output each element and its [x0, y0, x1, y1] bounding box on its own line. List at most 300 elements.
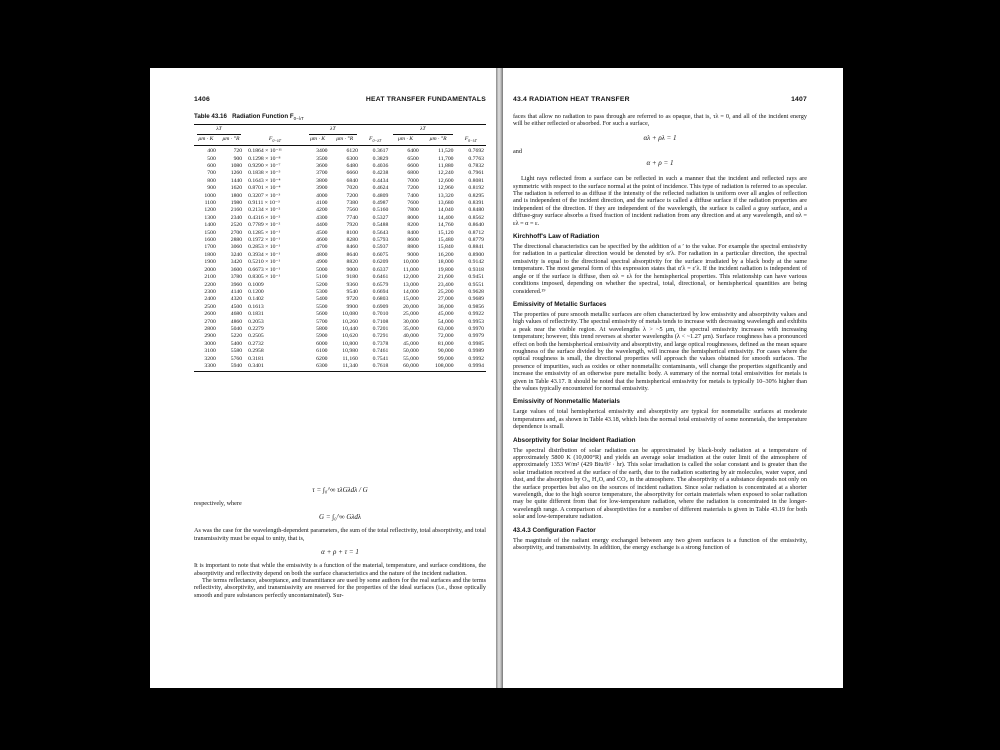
equation-sum-unity: α + ρ + τ = 1 [321, 548, 359, 557]
table-cell: 25,200 [437, 288, 454, 295]
table-cell: 3200 [204, 355, 216, 362]
table-cell: 60,000 [390, 363, 420, 372]
table-cell: 0.6337 [372, 266, 389, 273]
table-row [194, 341, 486, 348]
table-cell: 0.1285 × 10⁻¹ [248, 229, 281, 236]
table-cell: 4900 [316, 259, 328, 266]
table-cell: 8600 [407, 237, 419, 244]
table-row [194, 170, 486, 177]
table-cell: 0.3829 [372, 155, 389, 162]
table-cell: 3000 [204, 340, 216, 347]
table-cell: 0.9970 [468, 325, 484, 332]
table-cell: 2500 [204, 303, 216, 310]
table-cell: 1700 [204, 244, 216, 251]
table-cell: 0.1009 [248, 281, 264, 288]
table-cell: 2800 [204, 325, 216, 332]
table-row [194, 304, 486, 311]
table-row [194, 252, 486, 259]
table-cell: 10,000 [403, 259, 419, 266]
table-cell: 0.1831 [248, 311, 264, 318]
table-cell: 1800 [230, 192, 243, 199]
table-row [194, 237, 486, 244]
table-row [194, 267, 486, 274]
table-cell: 1400 [204, 222, 216, 229]
table-cell: 0.1402 [248, 296, 264, 303]
table-row [194, 230, 486, 237]
table-cell: 0.9992 [468, 355, 484, 362]
paragraph-metallic: The properties of pure smooth metallic surfaces are often characterized by low emissivity and absorptivity values and high values of reflectivity. The spectral emissivity of metals tends to increase with decreasing wavelength and exhibits a peak near the visible region. At wavelengths λ > ~5 μm, the spectral emissivity increases with increasing temperature; however, this trend reverses at shorter wavelengths (λ < ~1.27 μm). Surface roughness has a pronounced effect on both the hemispherical emissivity and absorptivity, and large optical roughnesses, defined as the mean square roughness of the surface divided by the wavelength, will increase the hemispherical emissivity. For cases where the optical roughness is small, the directional properties will approach the values obtained for smooth surfaces. The presence of impurities, such as oxides or other nonmetallic contaminants, will change the properties significantly and increase the emissivity of an otherwise pure metallic body. A summary of the normal total emissivities for metals is given in Table 43.17. It should be noted that the hemispherical emissivity for metals is typically 10–30% higher than the values typically encountered for normal emissivity. [513, 310, 807, 392]
table-cell: 2900 [204, 333, 216, 340]
table-cell: 0.7832 [468, 163, 484, 169]
table-cell: 3400 [316, 148, 328, 155]
table-cell: 3780 [230, 274, 243, 281]
table-cell: 0.8562 [468, 214, 484, 221]
table-row [194, 356, 486, 363]
table-cell: 7560 [346, 207, 358, 214]
paragraph-opaque: faces that allow no radiation to pass through are referred to as opaque, that is, τλ = 0, and all of the incident energy will be either reflected or absorbed. For such a surface, [513, 113, 807, 128]
table-cell: 3900 [316, 185, 328, 192]
table-cell: 6300 [306, 363, 330, 372]
table-cell: 1800 [204, 251, 216, 258]
table-cell: 0.8081 [468, 177, 484, 184]
table-cell: 6100 [316, 348, 328, 355]
table-cell: 15,840 [437, 244, 454, 251]
table-cell: 3960 [230, 281, 243, 288]
table-cell: 2300 [204, 288, 216, 295]
table-cell: 19,800 [437, 266, 454, 273]
table-cell: 30,000 [403, 318, 419, 325]
table-cell: 7020 [346, 185, 358, 192]
table-cell: 90,000 [437, 348, 454, 355]
table-cell: 1440 [230, 177, 243, 184]
table-cell: 6840 [346, 177, 358, 184]
table-group-header-row [194, 125, 486, 135]
table-cell: 3600 [316, 163, 328, 169]
table-cell: 4800 [316, 251, 328, 258]
table-caption-number: Table 43.16 [194, 113, 227, 120]
table-row [194, 326, 486, 333]
table-cell: 0.8712 [468, 229, 484, 236]
table-cell: 8100 [346, 229, 358, 236]
table-row [194, 193, 486, 200]
table-row [194, 259, 486, 266]
table-cell: 11,340 [330, 363, 360, 372]
table-row [194, 319, 486, 326]
paragraph-configuration: The magnitude of the radiant energy exchanged between any two given surfaces is a function of the emissivity, absorptivity, and transmissivity. In addition, the energy exchange is a strong function of [513, 536, 807, 552]
table-cell: 7920 [346, 222, 358, 229]
table-cell: 7600 [407, 200, 419, 207]
table-cell: 4600 [316, 237, 328, 244]
table-cell: 0.1200 [248, 288, 264, 295]
table-cell: 7000 [407, 177, 419, 184]
table-cell: 5400 [230, 340, 243, 347]
table-cell: 0.4238 [372, 170, 389, 177]
table-cell: 36,000 [437, 303, 454, 310]
col-header-um-r: μm · °R [218, 135, 244, 146]
table-cell: 8200 [407, 222, 419, 229]
table-row [194, 222, 486, 229]
table-cell: 0.9142 [468, 259, 484, 266]
table-cell: 4300 [316, 214, 328, 221]
col-header-um-r: μm · °R [330, 135, 360, 146]
col-header-um-r: μm · °R [421, 135, 456, 146]
table-cell: 15,000 [403, 296, 419, 303]
table-cell: 10,800 [342, 340, 358, 347]
table-cell: 55,000 [403, 355, 419, 362]
paragraph-specular: Light rays reflected from a surface can be reflected in such a manner that the incident and reflected rays are symmetric with respect to the surface normal at the point of incidence. This type of radiation is referred to as specular. The radiation is referred to as diffuse if the intensity of the reflected radiation is uniform over all angles of reflection and is independent of the incident direction, and the surface is called a diffuse surface if the radiation properties are independent of the direction. If they are independent of the wavelength, the surface is called a gray surface, and a diffuse-gray surface absorbs a fixed fraction of incident radiation from any direction and at any wavelength, and αλ = ελ = α = ε. [513, 175, 807, 227]
table-cell: 0.2134 × 10⁻² [248, 207, 281, 214]
table-cell: 10,620 [342, 333, 358, 340]
table-cell: 5040 [230, 325, 243, 332]
table-cell: 14,000 [403, 288, 419, 295]
table-cell: 0.9953 [468, 318, 484, 325]
table-cell: 6660 [346, 170, 358, 177]
table-cell: 2880 [230, 237, 243, 244]
table-cell: 500 [207, 155, 216, 162]
heading-solar: Absorptivity for Solar Incident Radiation [513, 436, 636, 444]
table-cell: 7800 [407, 207, 419, 214]
table-cell: 23,400 [437, 281, 454, 288]
table-row [194, 296, 486, 303]
table-cell: 1080 [230, 163, 243, 169]
table-cell: 0.7291 [372, 333, 389, 340]
table-cell: 7200 [346, 192, 358, 199]
table-cell: 5400 [316, 296, 328, 303]
table-cell: 10,440 [342, 325, 358, 332]
table-cell: 5940 [218, 363, 244, 372]
table-cell: 12,960 [437, 185, 454, 192]
table-cell: 14,400 [437, 214, 454, 221]
left-page-number: 1406 [194, 96, 210, 103]
table-cell: 0.7618 [360, 363, 390, 372]
table-cell: 0.6909 [372, 303, 389, 310]
table-cell: 13,000 [403, 281, 419, 288]
col-header-um-k: μm · K [306, 135, 330, 146]
table-cell: 8280 [346, 237, 358, 244]
table-cell: 45,000 [437, 311, 454, 318]
table-cell: 0.9628 [468, 288, 484, 295]
table-row [194, 200, 486, 207]
table-cell: 0.1613 [248, 303, 264, 310]
table-cell: 11,880 [438, 163, 454, 169]
right-page [503, 68, 843, 688]
table-cell: 2700 [204, 318, 216, 325]
table-cell: 4680 [230, 311, 243, 318]
table-cell: 5200 [316, 281, 328, 288]
table-cell: 9900 [346, 303, 358, 310]
table-cell: 2160 [230, 207, 243, 214]
table-cell: 0.7763 [468, 155, 484, 162]
left-running-head [194, 96, 486, 103]
group-header: λT [309, 126, 357, 134]
table-cell: 5700 [316, 318, 328, 325]
table-cell: 0.2958 [248, 348, 264, 355]
table-cell: 1500 [204, 229, 216, 236]
table-cell: 4860 [230, 318, 243, 325]
table-cell: 0.5488 [372, 222, 389, 229]
table-cell: 8400 [407, 229, 419, 236]
table-row [194, 363, 486, 372]
table-cell: 0.5160 [372, 207, 389, 214]
table-cell: 0.8480 [468, 207, 484, 214]
table-cell: 12,000 [403, 274, 419, 281]
table-cell: 6120 [346, 148, 358, 155]
table-row [194, 244, 486, 251]
table-cell: 6800 [407, 170, 419, 177]
table-cell: 0.5210 × 10⁻¹ [248, 259, 281, 266]
table-cell: 5580 [230, 348, 243, 355]
equation-tau: τ = ∫₀^∞ τλGλdλ / G [312, 486, 368, 494]
table-cell: 10,080 [342, 311, 358, 318]
table-cell: 0.8779 [468, 237, 484, 244]
table-cell: 15,120 [437, 229, 454, 236]
table-cell: 10,980 [342, 348, 358, 355]
table-cell: 0.1643 × 10⁻⁴ [248, 177, 281, 184]
table-cell: 6500 [407, 155, 419, 162]
table-cell: 9000 [346, 266, 358, 273]
table-row [194, 289, 486, 296]
table-cell: 9180 [346, 274, 358, 281]
table-cell: 7400 [407, 192, 419, 199]
table-cell: 0.4987 [372, 200, 389, 207]
table-cell: 0.7789 × 10⁻² [248, 222, 281, 229]
table-cell: 8640 [346, 251, 358, 258]
table-cell: 4000 [316, 192, 328, 199]
heading-nonmetallic: Emissivity of Nonmetallic Materials [513, 398, 620, 406]
table-cell: 25,000 [403, 311, 419, 318]
table-cell: 21,600 [437, 274, 454, 281]
table-row [194, 215, 486, 222]
table-cell: 2200 [204, 281, 216, 288]
paragraph-kirchhoff: The directional characteristics can be specified by the addition of a ′ to the value. For example the spectral emissivity for radiation in a particular direction would be denoted by α′λ. For radiation in a particular direction, the spectral emissivity is equal to the directional spectral absorptivity for the surface irradiated by a black body at the same temperature. The most general form of this expression states that α′λ = ε′λ. If the incident radiation is independent of angle or if the surface is diffuse, then αλ = ελ for the hemispherical properties. This relationship can have various conditions imposed, depending on whether the spectral, total, directional, or hemispherical quantities are being considered.¹⁹ [513, 243, 807, 295]
table-cell: 15,480 [437, 237, 454, 244]
table-cell: 0.2053 [248, 318, 264, 325]
table-cell: 0.6075 [372, 251, 389, 258]
table-cell: 16,200 [437, 251, 454, 258]
table-cell: 108,000 [421, 363, 456, 372]
col-header-f: $F_{0-\lambda T}$ [244, 135, 306, 146]
table-cell: 0.5643 [372, 229, 389, 236]
table-cell: 5900 [316, 333, 328, 340]
table-cell: 0.9290 × 10⁻⁷ [248, 163, 281, 169]
table-caption-text: Radiation Function F [232, 113, 294, 120]
table-cell: 0.9985 [468, 340, 484, 347]
table-cell: 13,320 [437, 192, 454, 199]
table-row [194, 333, 486, 340]
right-running-title: 43.4 RADIATION HEAT TRANSFER [513, 96, 630, 103]
table-caption-sub: 0−λT [293, 116, 304, 122]
table-cell: 3600 [230, 266, 243, 273]
table-cell: 1980 [230, 200, 243, 207]
equation-total-sum: α + ρ = 1 [646, 159, 674, 168]
table-cell: 0.9689 [468, 296, 484, 303]
table-cell: 0.5793 [372, 237, 389, 244]
table-cell: 0.4036 [372, 163, 389, 169]
table-cell: 63,000 [437, 325, 454, 332]
table-cell: 20,000 [403, 303, 419, 310]
table-cell: 6400 [407, 148, 419, 155]
table-cell: 6600 [407, 163, 419, 169]
table-cell: 14,760 [437, 222, 454, 229]
table-cell: 0.8701 × 10⁻⁴ [248, 185, 281, 192]
table-row [194, 185, 486, 192]
table-cell: 0.8305 × 10⁻¹ [248, 274, 281, 281]
text-and: and [513, 147, 522, 155]
table-cell: 0.2505 [248, 333, 264, 340]
group-header: λT [197, 126, 241, 134]
table-cell: 7740 [346, 214, 358, 221]
table-cell: 0.9318 [468, 266, 484, 273]
right-running-head [513, 96, 807, 103]
table-cell: 8820 [346, 259, 358, 266]
table-cell: 5300 [316, 288, 328, 295]
table-cell: 5760 [230, 355, 243, 362]
table-cell: 900 [233, 155, 243, 162]
table-cell: 8000 [407, 214, 419, 221]
table-cell: 54,000 [437, 318, 454, 325]
col-header-um-k: μm · K [390, 135, 420, 146]
table-cell: 0.7378 [372, 340, 389, 347]
table-cell: 0.9856 [468, 303, 484, 310]
table-cell: 0.9989 [468, 348, 484, 355]
table-caption [194, 113, 486, 121]
table-cell: 2400 [204, 296, 216, 303]
table-cell: 0.8900 [468, 251, 484, 258]
table-cell: 0.4434 [372, 177, 389, 184]
table-row [194, 156, 486, 163]
table-cell: 2520 [230, 222, 243, 229]
table-cell: 50,000 [403, 348, 419, 355]
table-cell: 4500 [316, 229, 328, 236]
table-cell: 0.6694 [372, 288, 389, 295]
table-cell: 6300 [346, 155, 358, 162]
table-row [194, 163, 486, 170]
table-cell: 4140 [230, 288, 243, 295]
table-cell: 2600 [204, 311, 216, 318]
table-cell: 3100 [204, 348, 216, 355]
table-cell: 0.7461 [372, 348, 389, 355]
table-cell: 40,000 [403, 333, 419, 340]
table-cell: 99,000 [437, 355, 454, 362]
table-cell: 4200 [316, 207, 328, 214]
table-cell: 3500 [316, 155, 328, 162]
table-row [194, 207, 486, 214]
table-cell: 0.8640 [468, 222, 484, 229]
table-cell: 1000 [204, 192, 216, 199]
table-cell: 2000 [204, 266, 216, 273]
table-body [194, 146, 486, 372]
paragraph-solar: The spectral distribution of solar radiation can be approximated by black-body radiation at a temperature of approximately 5800 K (10,000°R) and yields an average solar irradiation at the outer limit of the atmosphere of approximately 1353 W/m² (429 Btu/ft² · hr). This solar irradiation is called the solar constant and is greater than the solar irradiation received at the surface of the earth, due to the radiation scattering by air molecules, water vapor, and dust, and the absorption by O₃, H₂O, and CO₂ in the atmosphere. The absorptivity of a substance depends not only on the surface properties but also on the sources of incident radiation. Since solar radiation is concentrated at a shorter wavelength, due to the high source temperature, the absorptivity for certain materials when exposed to solar radiation may be quite different from that for low-temperature radiation, where the radiation is concentrated in the longer-wavelength range. A comparison of absorptivities for a number of different materials is given in Table 43.19 for both solar and low-temperature radiation. [513, 446, 807, 521]
table-cell: 0.5937 [372, 244, 389, 251]
table-cell: 5100 [316, 274, 328, 281]
table-cell: 400 [207, 148, 216, 155]
table-cell: 0.2853 × 10⁻¹ [248, 244, 281, 251]
table-cell: 1260 [230, 170, 243, 177]
table-cell: 35,000 [403, 325, 419, 332]
table-row [194, 146, 486, 156]
table-cell: 0.4624 [372, 185, 389, 192]
table-cell: 0.6579 [372, 281, 389, 288]
table-cell: 13,680 [437, 200, 454, 207]
table-cell: 0.7108 [372, 318, 389, 325]
table-cell: 0.7201 [372, 325, 389, 332]
table-cell: 18,000 [437, 259, 454, 266]
table-cell: 11,700 [438, 155, 454, 162]
col-header-f: $F_{0-\lambda T}$ [456, 135, 486, 146]
table-cell: 3700 [316, 170, 328, 177]
table-cell: 11,520 [438, 148, 454, 155]
table-cell: 800 [207, 177, 216, 184]
table-cell: 0.5327 [372, 214, 389, 221]
radiation-function-table [194, 124, 486, 372]
table-cell: 0.9994 [456, 363, 486, 372]
table-cell: 0.7961 [468, 170, 484, 177]
table-cell: 0.1838 × 10⁻⁵ [248, 170, 281, 177]
table-cell: 9720 [346, 296, 358, 303]
table-cell: 0.3617 [372, 148, 389, 155]
table-cell: 0.8295 [468, 192, 484, 199]
table-cell: 5600 [316, 311, 328, 318]
paragraph-sum: As was the case for the wavelength-dependent parameters, the sum of the total reflectivity, total absorptivity, and total transmissivity must be equal to unity, that is, [194, 527, 486, 542]
table-row [194, 274, 486, 281]
heading-kirchhoff: Kirchhoff's Law of Radiation [513, 233, 600, 241]
table-cell: 3800 [316, 177, 328, 184]
table-cell: 9360 [346, 281, 358, 288]
table-cell: 0.6673 × 10⁻¹ [248, 266, 281, 273]
table-cell: 1200 [204, 207, 216, 214]
table-row [194, 178, 486, 185]
table-cell: 0.3401 [244, 363, 306, 372]
table-cell: 8460 [346, 244, 358, 251]
table-cell: 900 [207, 185, 216, 192]
table-cell: 1300 [204, 214, 216, 221]
paragraph-respectively: respectively, where [194, 500, 242, 507]
table-cell: 27,000 [437, 296, 454, 303]
table-cell: 0.7010 [372, 311, 389, 318]
book-gutter [496, 68, 503, 688]
paragraph-nonmetallic: Large values of total hemispherical emissivity and absorptivity are typical for nonmetallic surfaces at moderate temperatures and, as shown in Table 43.18, which lists the normal total emissivity of some nonmetals, the temperature dependence is small. [513, 408, 807, 431]
table-cell: 0.3207 × 10⁻³ [248, 192, 281, 199]
table-cell: 6480 [346, 163, 358, 169]
table-cell: 5500 [316, 303, 328, 310]
table-cell: 0.3934 × 10⁻¹ [248, 251, 281, 258]
table-row [194, 282, 486, 289]
table-cell: 0.1298 × 10⁻⁸ [248, 155, 281, 162]
table-cell: 3240 [230, 251, 243, 258]
table-row [194, 348, 486, 355]
table-cell: 5000 [316, 266, 328, 273]
table-cell: 3060 [230, 244, 243, 251]
table-cell: 0.8391 [468, 200, 484, 207]
left-running-title: HEAT TRANSFER FUNDAMENTALS [365, 96, 486, 103]
table-cell: 4700 [316, 244, 328, 251]
left-page [150, 68, 496, 688]
left-body-text [194, 486, 486, 599]
table-cell: 7200 [407, 185, 419, 192]
table-cell: 0.1972 × 10⁻¹ [248, 237, 281, 244]
table-cell: 5800 [316, 325, 328, 332]
group-header: λT [393, 126, 452, 134]
table-cell: 0.3181 [248, 355, 264, 362]
table-cell: 0.9451 [468, 274, 484, 281]
table-cell: 4400 [316, 222, 328, 229]
paragraph-terms: The terms reflectance, absorptance, and transmittance are used by some authors for the real surfaces and the terms reflectivity, absorptivity, and transmissivity are reserved for the properties of the ideal surfaces (i.e., those optically smooth and pure substances perfectly uncontaminated). Sur- [194, 577, 486, 599]
table-cell: 0.7692 [468, 148, 484, 155]
table-cell: 0.6461 [372, 274, 389, 281]
table-cell: 81,000 [437, 340, 454, 347]
table-cell: 6200 [316, 355, 328, 362]
table-cell: 0.7541 [372, 355, 389, 362]
